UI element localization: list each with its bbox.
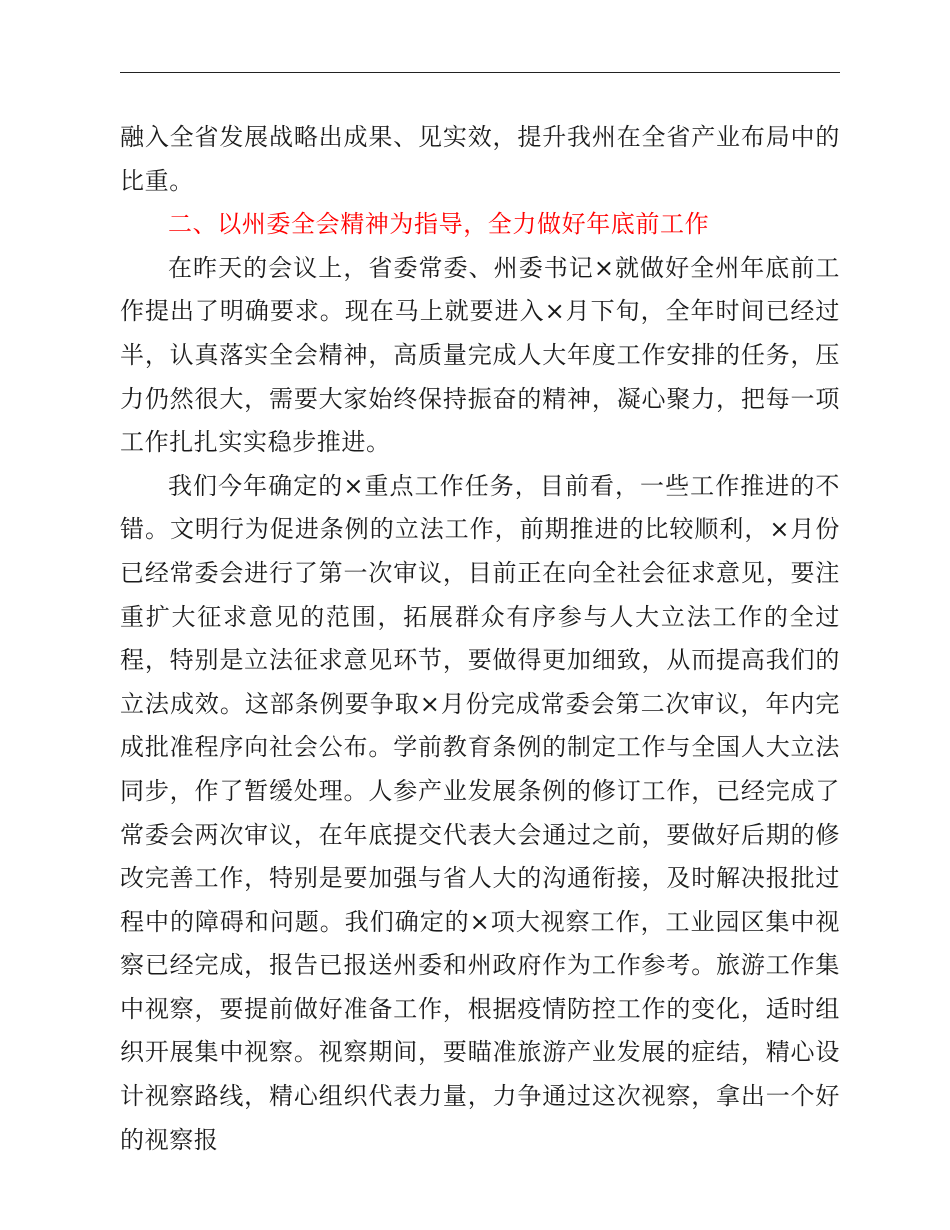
document-body bbox=[120, 116, 840, 1162]
section-heading: 二、以州委全会精神为指导，全力做好年底前工作 bbox=[168, 210, 710, 239]
header-rule bbox=[120, 72, 840, 73]
body-paragraph-2: 我们今年确定的×重点工作任务，目前看，一些工作推进的不错。文明行为促进条例的立法工作，前期推进的比较顺利，×月份已经常委会进行了第一次审议，目前正在向全社会征求意见，要注重扩大征求意见的范围，拓展群众有序参与人大立法工作的全过程，特别是立法征求意见环节，要做得更加细致，从而提高我们的立法成效。这部条例要争取×月份完成常委会第二次审议，年内完成批准程序向社会公布。学前教育条例的制定工作与全国人大立法同步，作了暂缓处理。人参产业发展条例的修订工作，已经完成了常委会两次审议，在年底提交代表大会通过之前，要做好后期的修改完善工作，特别是要加强与省人大的沟通衔接，及时解决报批过程中的障碍和问题。我们确定的×项大视察工作，工业园区集中视察已经完成，报告已报送州委和州政府作为工作参考。旅游工作集中视察，要提前做好准备工作，根据疫情防控工作的变化，适时组织开展集中视察。视察期间，要瞄准旅游产业发展的症结，精心设计视察路线，精心组织代表力量，力争通过这次视察，拿出一个好的视察报 bbox=[120, 471, 840, 1154]
body-paragraph-1: 在昨天的会议上，省委常委、州委书记×就做好全州年底前工作提出了明确要求。现在马上就要进入×月下旬，全年时间已经过半，认真落实全会精神，高质量完成人大年度工作安排的任务，压力仍然很大，需要大家始终保持振奋的精神，凝心聚力，把每一项工作扎扎实实稳步推进。 bbox=[120, 253, 840, 457]
continuation-paragraph: 融入全省发展战略出成果、见实效，提升我州在全省产业布局中的比重。 bbox=[120, 123, 840, 195]
